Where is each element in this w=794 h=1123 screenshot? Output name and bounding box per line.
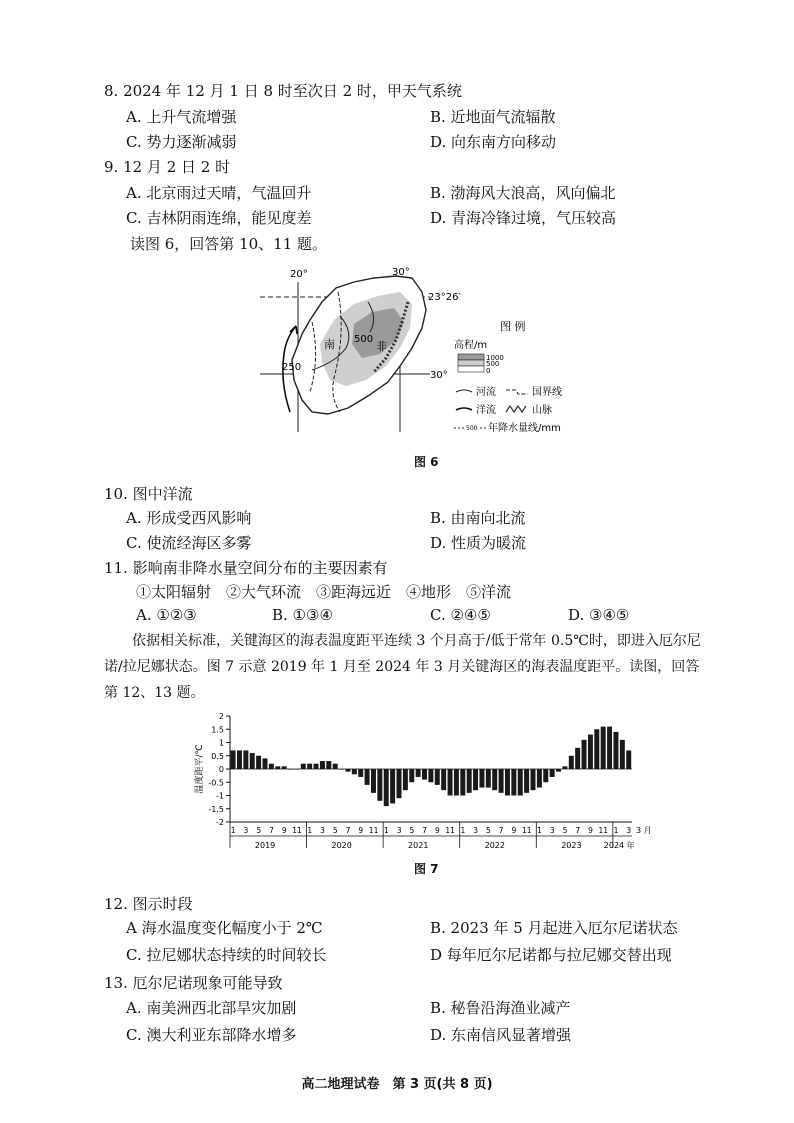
legend-elev-1000: 1000 bbox=[486, 354, 504, 362]
chart-bar bbox=[537, 769, 542, 788]
chart-bar bbox=[416, 769, 421, 777]
chart-bar bbox=[582, 740, 587, 769]
q13-option-b: B. 秘鲁沿海渔业减产 bbox=[430, 999, 571, 1017]
chart-bar bbox=[569, 756, 574, 769]
year-label: 2024 年 bbox=[603, 841, 635, 850]
chart-bar bbox=[473, 769, 478, 790]
lat-30-label: 30° bbox=[430, 370, 448, 381]
chart-bar bbox=[448, 769, 453, 796]
lon-30-label: 30° bbox=[392, 267, 410, 278]
x-tick-label: 11 bbox=[445, 826, 455, 835]
chart-bar bbox=[231, 750, 236, 769]
chart-bar bbox=[243, 750, 248, 769]
legend-title: 图 例 bbox=[500, 320, 526, 333]
legend-mountain-symbol bbox=[506, 406, 526, 412]
legend-elev-0: 0 bbox=[486, 367, 491, 375]
chart-bar bbox=[256, 756, 261, 769]
chart-bar bbox=[435, 769, 440, 785]
fig7-caption: 图 7 bbox=[414, 862, 439, 876]
q9-option-b: B. 渤海风大浪高，风向偏北 bbox=[430, 184, 616, 202]
x-tick-label: 3 bbox=[549, 826, 555, 835]
chart-bar bbox=[486, 769, 491, 788]
q12-option-c: C. 拉尼娜状态持续的时间较长 bbox=[126, 946, 327, 964]
y-tick-label: 1.5 bbox=[211, 725, 224, 735]
chart-bar bbox=[345, 769, 350, 772]
q12-stem: 12. 图示时段 bbox=[104, 895, 193, 913]
q12-option-d: D 每年厄尔尼诺都与拉尼娜交替出现 bbox=[430, 946, 672, 964]
x-tick-label: 3 bbox=[473, 826, 479, 835]
x-tick-label: 7 bbox=[498, 826, 504, 835]
x-tick-label: 7 bbox=[422, 826, 428, 835]
q8-stem: 8. 2024 年 12 月 1 日 8 时至次日 2 时，甲天气系统 bbox=[104, 82, 462, 100]
q13-option-d: D. 东南信风显著增强 bbox=[430, 1026, 572, 1044]
chart-bar bbox=[409, 769, 414, 782]
tropic-label: 23°26′ bbox=[428, 292, 461, 303]
chart-bar bbox=[467, 769, 472, 793]
x-tick-label: 3 bbox=[243, 826, 249, 835]
fig6-caption: 图 6 bbox=[414, 455, 439, 469]
q11-option-a: A. ①②③ bbox=[136, 606, 197, 624]
x-tick-label: 9 bbox=[588, 826, 593, 835]
chart-bar bbox=[613, 732, 618, 769]
end-month-label: 3 月 bbox=[636, 826, 652, 835]
y-axis-label: 温度距平/℃ bbox=[195, 744, 205, 794]
chart-bar bbox=[294, 769, 299, 770]
year-label: 2022 bbox=[484, 841, 505, 850]
y-tick-label: -1 bbox=[216, 791, 224, 801]
chart-bar bbox=[365, 769, 370, 785]
isohyet-250-label: 250 bbox=[282, 362, 302, 373]
chart-bar bbox=[588, 735, 593, 769]
legend-current-symbol bbox=[456, 408, 472, 410]
chart-bar bbox=[333, 764, 338, 769]
chart-bar bbox=[339, 769, 344, 770]
q10-stem: 10. 图中洋流 bbox=[104, 485, 193, 503]
x-tick-label: 1 bbox=[460, 826, 466, 835]
q8-option-b: B. 近地面气流辐散 bbox=[430, 108, 556, 126]
legend-elev-high bbox=[458, 354, 484, 360]
chart-bar bbox=[390, 769, 395, 803]
x-tick-label: 11 bbox=[292, 826, 302, 835]
y-tick-label: 0 bbox=[218, 765, 224, 774]
legend-isohyet-sample: 500 bbox=[466, 425, 478, 432]
q11-option-d: D. ③④⑤ bbox=[568, 606, 630, 624]
chart-bar bbox=[352, 769, 357, 774]
chart-bar bbox=[403, 769, 408, 790]
legend-elev-500: 500 bbox=[486, 360, 500, 368]
x-tick-label: 7 bbox=[575, 826, 581, 835]
figure-7-chart bbox=[190, 708, 680, 858]
q11-option-c: C. ②④⑤ bbox=[430, 606, 491, 624]
chart-bar bbox=[422, 769, 427, 780]
chart-bar bbox=[250, 753, 255, 769]
x-tick-label: 9 bbox=[434, 826, 440, 835]
q11-option-b: B. ①③④ bbox=[272, 606, 333, 624]
x-tick-label: 5 bbox=[409, 826, 415, 835]
x-tick-label: 1 bbox=[613, 826, 619, 835]
legend-border-symbol bbox=[506, 390, 528, 394]
q10-option-c: C. 使流经海区多雾 bbox=[126, 534, 252, 552]
chart-bar bbox=[237, 750, 242, 769]
chart-bar bbox=[428, 769, 433, 782]
chart-bar bbox=[505, 769, 510, 796]
q12-option-b: B. 2023 年 5 月起进入厄尔尼诺状态 bbox=[430, 919, 678, 937]
fig7-intro-paragraph: 依据相关标准，关键海区的海表温度距平连续 3 个月高于/低于常年 0.5℃时，即进入厄尔尼诺/拉尼娜状态。图 7 示意 2019 年 1 月至 2024 年 3 月关键海区的海表温度距平。读图，回答第 12、13 题。 bbox=[104, 633, 701, 701]
chart-bar bbox=[626, 750, 631, 769]
x-tick-label: 7 bbox=[345, 826, 351, 835]
q10-option-b: B. 由南向北流 bbox=[430, 509, 526, 527]
legend-elev-low bbox=[458, 366, 484, 372]
page-footer: 高二地理试卷 第 3 页(共 8 页) bbox=[301, 1077, 493, 1092]
q8-option-c: C. 势力逐渐减弱 bbox=[126, 133, 237, 151]
chart-bar bbox=[531, 769, 536, 790]
x-tick-label: 11 bbox=[368, 826, 379, 835]
chart-bar bbox=[556, 769, 561, 772]
chart-bar bbox=[524, 769, 529, 793]
x-tick-label: 5 bbox=[562, 826, 568, 835]
chart-bar bbox=[441, 769, 446, 790]
year-label: 2020 bbox=[331, 841, 352, 850]
q12-option-a: A 海水温度变化幅度小于 2℃ bbox=[126, 919, 323, 937]
chart-bar bbox=[263, 758, 268, 769]
y-tick-label: 2 bbox=[218, 712, 224, 721]
chart-bar bbox=[320, 761, 325, 769]
legend-isohyet: 年降水量线/mm bbox=[488, 423, 561, 434]
legend-river-symbol bbox=[456, 390, 472, 392]
x-tick-label: 5 bbox=[256, 826, 262, 835]
x-tick-label: 1 bbox=[307, 826, 313, 835]
fig6-intro: 读图 6，回答第 10、11 题。 bbox=[130, 235, 328, 253]
year-label: 2019 bbox=[254, 841, 276, 850]
figure-6-map bbox=[250, 262, 580, 440]
year-label: 2023 bbox=[561, 841, 582, 850]
x-tick-label: 11 bbox=[521, 826, 532, 835]
y-tick-label: 1 bbox=[218, 738, 224, 748]
chart-bar bbox=[518, 769, 523, 796]
chart-bar bbox=[575, 748, 580, 769]
y-tick-label: -2 bbox=[216, 818, 224, 827]
chart-bar bbox=[275, 766, 280, 769]
q13-option-a: A. 南美洲西北部旱灾加剧 bbox=[126, 999, 297, 1017]
chart-bar bbox=[460, 769, 465, 796]
chart-bar bbox=[371, 769, 376, 793]
x-tick-label: 1 bbox=[230, 826, 236, 835]
chart-bar bbox=[492, 769, 497, 790]
chart-bar bbox=[288, 769, 293, 770]
chart-bar bbox=[601, 727, 606, 769]
chart-bar bbox=[397, 769, 402, 798]
legend-river: 河流 bbox=[476, 387, 496, 398]
x-tick-label: 1 bbox=[537, 826, 542, 835]
x-tick-label: 9 bbox=[511, 826, 517, 835]
chart-bar bbox=[307, 764, 312, 769]
chart-bar bbox=[377, 769, 382, 801]
legend-elev-title: 高程/m bbox=[454, 340, 488, 351]
q9-stem: 9. 12 月 2 日 2 时 bbox=[104, 158, 231, 176]
x-tick-label: 3 bbox=[320, 826, 325, 835]
chart-bar bbox=[562, 766, 567, 769]
chart-bar bbox=[511, 769, 516, 796]
chart-bar bbox=[358, 769, 363, 777]
x-tick-label: 3 bbox=[626, 826, 632, 835]
q8-option-a: A. 上升气流增强 bbox=[126, 108, 237, 126]
legend-elev-mid bbox=[458, 360, 484, 366]
chart-bar bbox=[269, 764, 274, 769]
q10-option-d: D. 性质为暖流 bbox=[430, 534, 527, 552]
chart-bar bbox=[282, 766, 287, 769]
x-tick-label: 3 bbox=[396, 826, 402, 835]
y-tick-label: 0.5 bbox=[211, 751, 224, 761]
year-label: 2021 bbox=[408, 841, 429, 850]
x-tick-label: 5 bbox=[486, 826, 491, 835]
chart-bar bbox=[543, 769, 548, 782]
legend-border: 国界线 bbox=[532, 387, 562, 398]
lon-20-label: 20° bbox=[290, 269, 308, 280]
x-tick-label: 9 bbox=[358, 826, 364, 835]
q13-option-c: C. 澳大利亚东部降水增多 bbox=[126, 1026, 297, 1044]
chart-bar bbox=[499, 769, 504, 793]
y-tick-label: -0.5 bbox=[208, 778, 224, 788]
x-tick-label: 9 bbox=[281, 826, 287, 835]
chart-bar bbox=[594, 729, 599, 769]
legend-current: 洋流 bbox=[476, 405, 496, 416]
isohyet-500-label: 500 bbox=[354, 334, 374, 345]
q10-option-a: A. 形成受西风影响 bbox=[126, 509, 252, 527]
country-label-1: 南 bbox=[324, 338, 335, 351]
q13-stem: 13. 厄尔尼诺现象可能导致 bbox=[104, 974, 283, 992]
chart-bar bbox=[301, 764, 306, 769]
x-tick-label: 7 bbox=[269, 826, 274, 835]
chart-bar bbox=[607, 727, 612, 769]
legend-mountain: 山脉 bbox=[532, 405, 552, 416]
country-label-2: 非 bbox=[376, 340, 387, 353]
q11-stem: 11. 影响南非降水量空间分布的主要因素有 bbox=[104, 559, 388, 577]
chart-bar bbox=[620, 740, 625, 769]
chart-bar bbox=[314, 764, 319, 769]
q9-option-c: C. 吉林阴雨连绵，能见度差 bbox=[126, 209, 312, 227]
q9-option-d: D. 青海冷锋过境，气压较高 bbox=[430, 209, 617, 227]
q11-factors: ①太阳辐射 ②大气环流 ③距海远近 ④地形 ⑤洋流 bbox=[136, 583, 512, 601]
x-tick-label: 1 bbox=[383, 826, 389, 835]
chart-bar bbox=[454, 769, 459, 796]
q8-option-d: D. 向东南方向移动 bbox=[430, 133, 557, 151]
x-tick-label: 11 bbox=[598, 826, 609, 835]
chart-bar bbox=[384, 769, 389, 806]
x-tick-label: 5 bbox=[332, 826, 338, 835]
chart-bar bbox=[326, 761, 331, 769]
chart-bar bbox=[479, 769, 484, 788]
chart-bar bbox=[550, 769, 555, 777]
q9-option-a: A. 北京雨过天晴，气温回升 bbox=[126, 184, 312, 202]
y-tick-label: -1.5 bbox=[208, 804, 224, 814]
